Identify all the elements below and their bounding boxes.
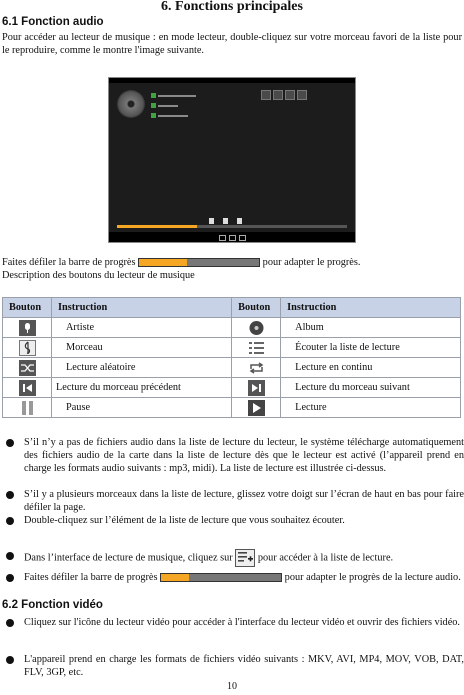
status-bar — [109, 78, 355, 83]
playlist-bullet — [2, 546, 462, 564]
navigation-bar — [109, 232, 355, 242]
table-row — [3, 398, 461, 418]
progress-sentence — [2, 256, 462, 269]
shuffle-icon — [19, 360, 36, 376]
progress-sentence-after: pour adapter le progrès. — [262, 257, 361, 268]
bullet-playlist-after: pour accéder à la liste de lecture. — [257, 552, 394, 564]
table-row — [3, 378, 461, 398]
table-cell: Morceau — [52, 338, 232, 358]
treble-clef-icon — [19, 340, 36, 356]
bullet-dot — [6, 656, 14, 664]
table-cell: Pause — [52, 398, 232, 418]
section-heading-video: 6.2 Fonction vidéo — [2, 599, 103, 611]
video-bullet-2 — [2, 652, 462, 680]
progress-bar-illustration — [138, 258, 260, 267]
list-icon — [248, 340, 265, 356]
bullet-text — [24, 571, 464, 584]
table-cell: Lecture — [281, 398, 461, 418]
table-cell: Écouter la liste de lecture — [281, 338, 461, 358]
bullet-text: S’il y a plusieurs morceaux dans la liste de lecture, glissez votre doigt sur l’écran de haut en bas pour faire défiler la page. — [24, 489, 464, 513]
progress-bar-illustration — [160, 573, 282, 582]
bullet-text — [24, 549, 464, 567]
table-header: Instruction — [281, 298, 461, 318]
table-row — [3, 358, 461, 378]
table-header: Bouton — [3, 298, 52, 318]
table-header: Bouton — [232, 298, 281, 318]
bullet-dot — [6, 439, 14, 447]
table-header: Instruction — [52, 298, 232, 318]
page-title: 6. Fonctions principales — [161, 0, 303, 14]
player-menu-button — [273, 90, 283, 100]
video-bullet-1 — [2, 615, 462, 645]
pause-icon — [19, 400, 36, 416]
play-icon — [248, 400, 265, 416]
table-row — [3, 318, 461, 338]
section-heading-audio: 6.1 Fonction audio — [2, 16, 104, 28]
player-menu-button — [261, 90, 271, 100]
bullet-dot — [6, 574, 14, 582]
table-cell: Artiste — [52, 318, 232, 338]
table-cell: Album — [281, 318, 461, 338]
bullet-dot — [6, 552, 14, 560]
table-cell: Lecture aléatoire — [52, 358, 232, 378]
player-menu-button — [297, 90, 307, 100]
audio-intro-paragraph: Pour accéder au lecteur de musique : en mode lecteur, double-cliquez sur votre morceau favori de la liste pour le reproduire, comme le montre l'image suivante. — [2, 32, 462, 56]
audio-bullet-list — [2, 436, 462, 536]
progress-sentence-before: Faites défiler la barre de progrès — [2, 257, 136, 268]
track-entry — [151, 93, 213, 99]
player-menu-button — [285, 90, 295, 100]
table-cell: Lecture du morceau suivant — [281, 378, 461, 398]
page-number: 10 — [227, 681, 237, 692]
bullet-progress-before: Faites défiler la barre de progrès — [24, 572, 158, 583]
bullet-text: L'appareil prend en charge les formats de fichiers vidéo suivants : MKV, AVI, MP4, MOV, VOB, DAT, FLV, 3GP, etc. — [24, 654, 464, 678]
buttons-table — [2, 297, 461, 418]
bullet-progress-after: pour adapter le progrès de la lecture audio. — [284, 572, 461, 583]
bullet-text: S’il n’y a pas de fichiers audio dans la liste de lecture du lecteur, le système télécharge automatiquement des fichiers audio de la carte dans la liste de lecture dès que le lecteur est activé (l’appareil prend en charge les formats audio suivants : mp3, midi). La liste de lecture est illustrée ci-dessus. — [24, 437, 464, 474]
table-row — [3, 338, 461, 358]
add-to-playlist-icon — [235, 549, 255, 567]
repeat-icon — [248, 360, 265, 376]
album-art-icon — [117, 90, 145, 118]
table-cell: Lecture en continu — [281, 358, 461, 378]
bullet-text: Double-cliquez sur l’élément de la liste de lecture que vous souhaitez écouter. — [24, 515, 345, 526]
playback-controls — [209, 211, 259, 219]
bullet-dot — [6, 517, 14, 525]
music-player-screenshot — [108, 77, 356, 243]
bullet-dot — [6, 619, 14, 627]
disc-icon — [248, 320, 265, 336]
track-entry — [151, 103, 213, 109]
bullet-text: Cliquez sur l'icône du lecteur vidéo pour accéder à l'interface du lecteur vidéo et ouvrir des fichiers vidéo. — [24, 617, 460, 628]
bullet-playlist-before: Dans l’interface de lecture de musique, cliquez sur — [24, 552, 233, 564]
player-progress-bar — [117, 225, 347, 228]
microphone-icon — [19, 320, 36, 336]
bullet-dot — [6, 491, 14, 499]
next-track-icon — [248, 380, 265, 396]
progress-bullet — [2, 570, 462, 598]
description-line: Description des boutons du lecteur de musique — [2, 270, 195, 281]
track-entry — [151, 113, 213, 119]
table-cell: Lecture du morceau précédent — [52, 378, 232, 398]
previous-track-icon — [19, 380, 36, 396]
